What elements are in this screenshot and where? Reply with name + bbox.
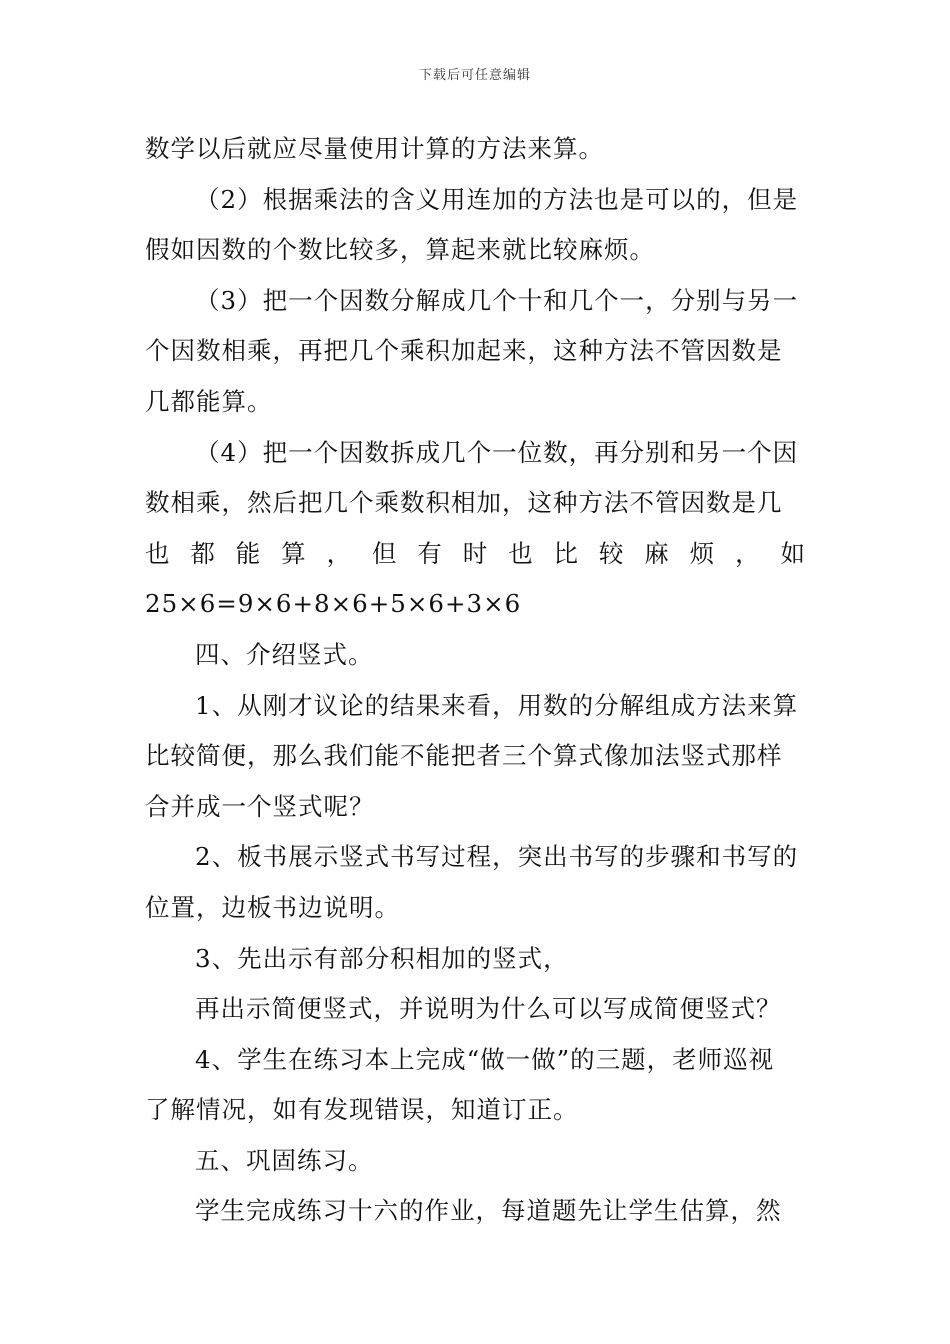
justified-char: 如 [780,538,805,568]
justified-char: ， [326,538,352,568]
justified-char: 时 [462,538,488,568]
paragraph-line: 了解情况，如有发现错误，知道订正。 [145,1095,579,1125]
justified-char: 烦 [689,538,715,568]
paragraph-line: （3）把一个因数分解成几个十和几个一，分别与另一 [195,285,799,315]
paragraph-line: 学生完成练习十六的作业，每道题先让学生估算，然 [195,1196,782,1226]
paragraph-line: 4、学生在练习本上完成“做一做”的三题，老师巡视 [195,1044,775,1074]
paragraph-line: 个因数相乘，再把几个乘积加起来，这种方法不管因数是 [145,336,783,366]
paragraph-line: 比较简便，那么我们能不能把者三个算式像加法竖式那样 [145,741,783,771]
justified-char: 但 [371,538,397,568]
page-header: 下载后可任意编辑 [418,68,531,83]
document-body [145,124,805,1237]
paragraph-line: 几都能算。 [145,386,273,416]
section-heading: 五、巩固练习。 [195,1145,374,1175]
justified-char: ， [735,538,760,568]
justified-char: 也 [145,538,170,568]
paragraph-line: 数学以后就应尽量使用计算的方法来算。 [145,134,604,163]
justified-char: 比 [553,538,579,568]
justified-char: 都 [190,538,215,568]
justified-char: 有 [417,538,442,568]
paragraph-line: 2、板书展示竖式书写过程，突出书写的步骤和书写的 [195,842,799,872]
paragraph-line: 1、从刚才议论的结果来看，用数的分解组成方法来算 [195,690,799,720]
formula-line: 25×6=9×6+8×6+5×6+3×6 [145,589,522,619]
paragraph-line: 位置，边板书边说明。 [145,892,400,922]
paragraph-line: 假如因数的个数比较多，算起来就比较麻烦。 [145,235,655,265]
section-heading: 四、介绍竖式。 [195,639,374,669]
paragraph-line: （2）根据乘法的含义用连加的方法也是可以的，但是 [195,184,799,214]
justified-char: 也 [508,538,533,568]
paragraph-line: 再出示简便竖式，并说明为什么可以写成简便竖式？ [195,994,782,1024]
justified-char: 麻 [644,538,669,568]
justified-char: 较 [598,538,624,568]
justified-line [145,529,805,580]
justified-char: 能 [235,538,261,568]
paragraph-line: 合并成一个竖式呢？ [145,791,375,821]
paragraph-line: 数相乘，然后把几个乘数积相加，这种方法不管因数是几 [145,488,783,518]
justified-char: 算 [281,538,306,568]
paragraph-line: 3、先出示有部分积相加的竖式， [195,943,569,973]
paragraph-line: （4）把一个因数拆成几个一位数，再分别和另一个因 [195,437,799,467]
